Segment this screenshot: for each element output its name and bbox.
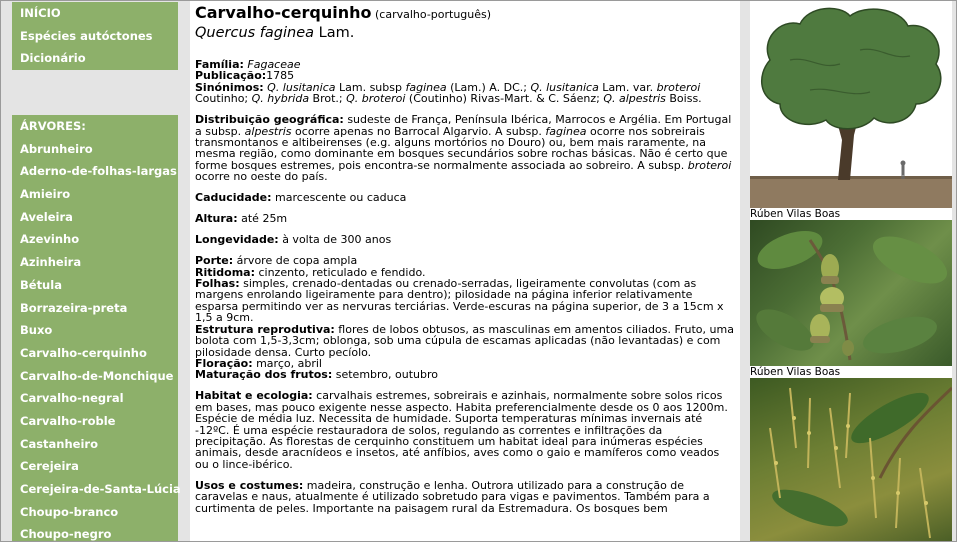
habitat-label: Habitat e ecologia: — [195, 389, 313, 403]
distribution-text: ocorre apenas no Barrocal Algarvio. A subsp. — [291, 124, 546, 138]
tree-link[interactable]: Cerejeira-de-Santa-Lúcia — [20, 482, 181, 496]
habitat-text: carvalhais estremes, sobreirais e azinhais, normalmente sobre solos ricos em bases, mas pouco exigente nesse aspecto. Habita preferencialmente desde os 0 aos 1200m. Espécie de média luz. Necessita de humidade. Suporta temperaturas mínimas invernais até -12ºC. É uma espécie restauradora de solos, regulando as correntes e infiltrações da precipitação. As florestas de cerquinho constituem um habitat ideal para inúmeras espécies animais, desde aracnídeos e insetos, até anfíbios, aves como o gaio e mamíferos como veados ou o lince-ibérico. — [195, 389, 728, 471]
tree-link[interactable]: Castanheiro — [20, 436, 98, 451]
distribution-text: ocorre no oeste do país. — [195, 170, 328, 184]
bark-value: cinzento, reticulado e fendido. — [254, 265, 426, 279]
uses-section — [195, 480, 735, 514]
synonym-name: faginea — [405, 80, 447, 94]
nav-dictionary-link[interactable]: Dicionário — [20, 51, 86, 66]
uses-label: Usos e costumes: — [195, 478, 304, 492]
photo-credit: Rúben Vilas Boas — [750, 366, 841, 378]
photo-credit: Rúben Vilas Boas — [750, 208, 841, 220]
synonym-text: (Lam.) A. DC.; — [446, 80, 531, 94]
tree-link[interactable]: Carvalho-roble — [20, 413, 116, 428]
family-value: Fagaceae — [247, 58, 301, 71]
taxonomy-section — [195, 59, 735, 105]
longevity-label: Longevidade: — [195, 233, 279, 247]
flowering-value: março, abril — [252, 356, 322, 370]
tree-link[interactable]: Borrazeira-preta — [20, 300, 128, 315]
species-article — [195, 4, 735, 524]
reproductive-label: Estrutura reprodutiva: — [195, 322, 335, 336]
tree-link[interactable]: Cerejeira — [20, 459, 79, 474]
publication-label: Publicação: — [195, 69, 267, 83]
longevity-value: à volta de 300 anos — [278, 233, 392, 247]
tree-link[interactable]: Bétula — [20, 277, 62, 292]
uses-text: madeira, construção e lenha. Outrora utilizado para a construção de caravelas e naus, atualmente é utilizado sobretudo para vigas e pavimentos. Também para a curtimenta de peles. Importante na paisagem rural da Estremadura. Os bosques bem — [195, 478, 710, 515]
distribution-section — [195, 114, 735, 182]
trees-nav-heading: ÁRVORES: — [20, 119, 86, 133]
height-value: até 25m — [237, 212, 288, 226]
synonym-text: Brot.; — [309, 92, 347, 106]
tree-link[interactable]: Azevinho — [20, 232, 80, 247]
main-nav — [12, 2, 178, 70]
trees-nav — [12, 115, 181, 542]
column-divider — [740, 0, 750, 542]
height-section — [195, 213, 735, 224]
subspecies-name: alpestris — [244, 124, 292, 138]
synonym-text: Lam. var. — [598, 80, 657, 94]
synonym-name: Q. broteroi — [346, 92, 406, 106]
deciduousness-value: marcescente ou caduca — [271, 191, 407, 205]
tree-link[interactable]: Carvalho-negral — [20, 391, 124, 406]
porte-label: Porte: — [195, 254, 234, 268]
family-label: Família: — [195, 58, 244, 71]
synonym-name: Q. lusitanica — [267, 80, 336, 94]
nav-home-link[interactable]: INÍCIO — [20, 6, 61, 20]
habitat-section — [195, 390, 735, 470]
acorns-icon — [750, 220, 952, 366]
synonym-name: broteroi — [656, 80, 701, 94]
morphology-section — [195, 255, 735, 380]
synonym-text: Lam. subsp — [335, 80, 406, 94]
fruit-maturation-label: Maturação dos frutos: — [195, 368, 333, 382]
subspecies-name: faginea — [545, 124, 587, 138]
synonym-name: Q. alpestris — [603, 92, 666, 106]
height-label: Altura: — [195, 212, 238, 226]
distribution-text: sudeste de França, Península Ibérica, Marrocos e Argélia. Em Portugal a subsp. — [195, 113, 732, 138]
leaves-label: Folhas: — [195, 277, 240, 291]
synonym-text: Boiss. — [665, 92, 702, 106]
deciduousness-label: Caducidade: — [195, 191, 272, 205]
tree-link[interactable]: Aveleira — [20, 209, 73, 224]
flowering-label: Floração: — [195, 356, 253, 370]
deciduousness-section — [195, 192, 735, 203]
scientific-author: Lam. — [318, 25, 355, 41]
synonym-name: Q. lusitanica — [530, 80, 599, 94]
tree-link[interactable]: Carvalho-de-Monchique — [20, 368, 174, 383]
porte-value: árvore de copa ampla — [233, 254, 358, 268]
publication-value: 1785 — [266, 69, 295, 83]
synonym-name: Q. hybrida — [251, 92, 310, 106]
catkins-photo[interactable] — [750, 378, 952, 542]
tree-link[interactable]: Choupo-negro — [20, 527, 112, 542]
distribution-text: ocorre nos sobreirais transmontanos e altibeirenses (e.g. alguns mortórios no Douro) ou, bem mais raramente, na mesma região, como dominante em bosques secundários sobre rochas básicas. Não é certo que forme bosques estremes, pois encontra-se normalmente associada ao sobreiro. A subsp. — [195, 124, 728, 172]
tree-link[interactable]: Azinheira — [20, 255, 82, 270]
tree-link[interactable]: Choupo-branco — [20, 504, 119, 519]
tree-silhouette-illustration[interactable] — [750, 0, 952, 208]
tree-link-current[interactable]: Carvalho-cerquinho — [20, 345, 147, 360]
tree-silhouette-icon — [750, 0, 952, 208]
right-edge — [952, 0, 957, 542]
fruit-maturation-value: setembro, outubro — [332, 368, 439, 382]
tree-link[interactable]: Abrunheiro — [20, 141, 93, 156]
tree-link[interactable]: Buxo — [20, 323, 53, 338]
species-header — [195, 4, 735, 24]
catkins-icon — [750, 378, 952, 542]
reproductive-value: flores de lobos obtusos, as masculinas em amentos ciliados. Fruto, uma bolota com 1,5-3,3cm; oblonga, sob uma cúpula de escamas aplicadas (não levantadas) e com pilosidade densa. Curto pecíolo. — [195, 322, 734, 359]
nav-native-species-link[interactable]: Espécies autóctones — [20, 28, 153, 43]
tree-link[interactable]: Aderno-de-folhas-largas — [20, 164, 177, 179]
scientific-name — [195, 24, 735, 43]
scientific-binomial: Quercus faginea — [195, 25, 315, 41]
tree-link[interactable]: Amieiro — [20, 187, 71, 202]
synonyms-label: Sinónimos: — [195, 80, 264, 94]
bark-label: Ritidoma: — [195, 265, 255, 279]
synonym-text: Coutinho; — [195, 92, 252, 106]
acorns-photo[interactable] — [750, 220, 952, 366]
distribution-label: Distribuição geográfica: — [195, 113, 344, 127]
longevity-section — [195, 234, 735, 245]
subspecies-name: broteroi — [687, 158, 732, 172]
page-title: Carvalho-cerquinho — [195, 3, 372, 22]
alternate-name: (carvalho-português) — [375, 8, 492, 21]
synonym-text: (Coutinho) Rivas-Mart. & C. Sáenz; — [405, 92, 604, 106]
leaves-value: simples, crenado-dentadas ou crenado-serradas, ligeiramente convolutas (com as margens enrolando ligeiramente para dentro); pilosidade na página inferior relativamente esparsa permitindo ver as nervuras terciárias. Verde-escuras na página superior, de 3 a 15cm x 1,5 a 9cm. — [195, 277, 724, 325]
